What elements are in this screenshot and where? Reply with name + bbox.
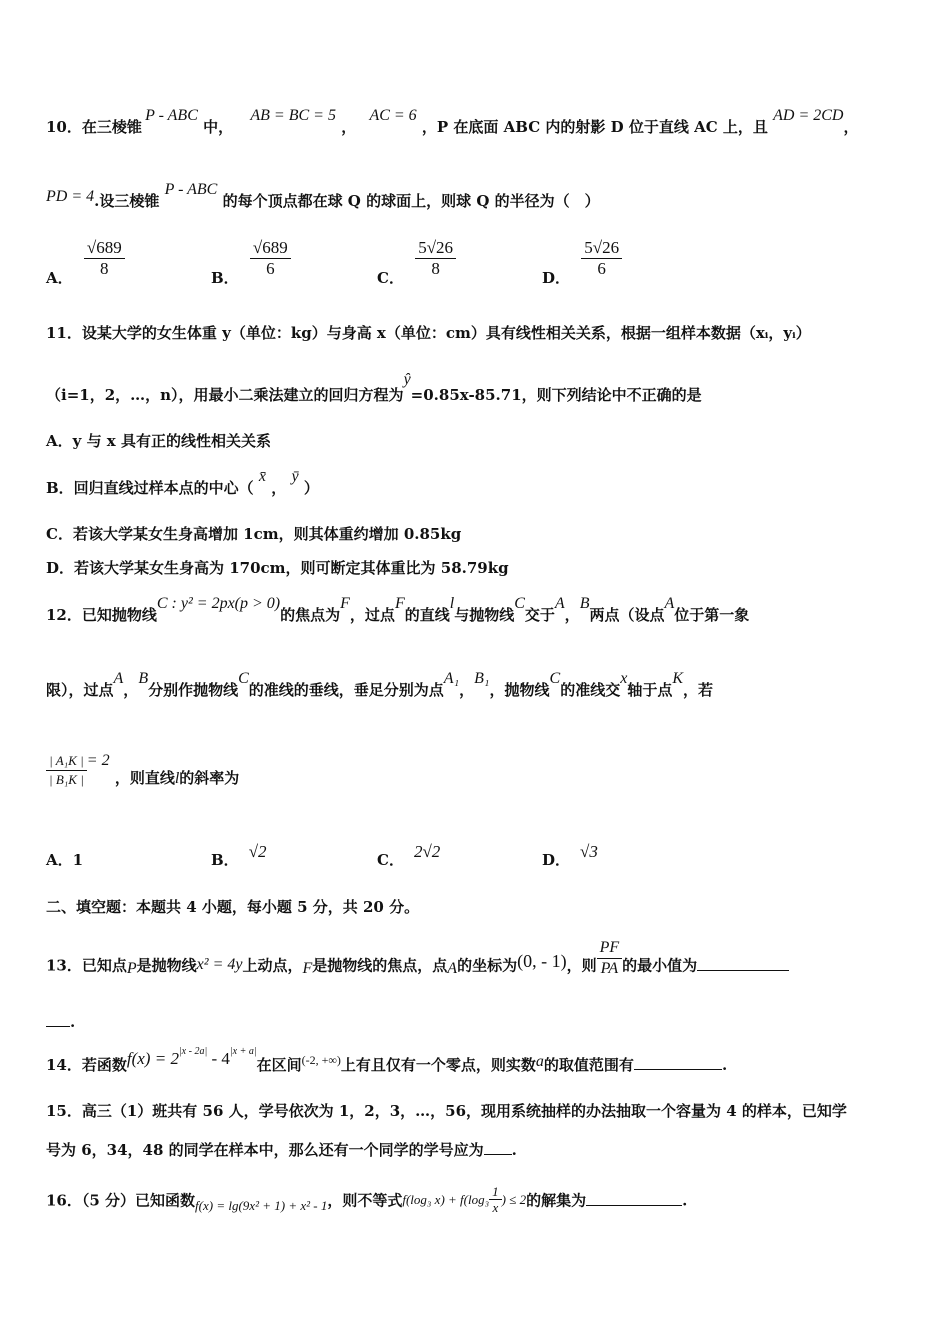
- q12-text14: 轴于点: [627, 681, 673, 699]
- q10-text1: 在三棱锥: [81, 118, 142, 136]
- q13-text7: 的最小值为: [622, 956, 698, 975]
- q10-math-ab-bc: AB = BC = 5: [250, 107, 336, 124]
- q13-P: P: [126, 959, 137, 977]
- q10-text6: .设三棱锥: [94, 192, 160, 210]
- q10-number: 10．: [46, 118, 82, 136]
- q12-text12: ，抛物线: [489, 681, 550, 699]
- q12-A2: A: [664, 595, 675, 612]
- q14-text3: 上有且仅有一个零点，则实数: [340, 1056, 536, 1074]
- q12-B: B: [579, 595, 590, 612]
- q12-option-c[interactable]: [377, 842, 441, 870]
- q12-text7: 两点（设点: [589, 606, 665, 624]
- q12-A: A: [554, 595, 565, 612]
- q12-text5: 与抛物线: [454, 606, 515, 624]
- q13-math-parabola: x² = 4y: [196, 955, 243, 973]
- q12-text3: ，过点: [349, 606, 395, 624]
- q11-option-b[interactable]: [46, 468, 319, 498]
- q12-A1: A₁: [443, 670, 460, 687]
- q14-exp2: |x + a|: [229, 1046, 257, 1057]
- q12-text11: 的准线的垂线，垂足分别为点: [248, 681, 444, 699]
- q10-math-pd: PD = 4: [46, 188, 95, 205]
- q10-option-b[interactable]: [211, 238, 291, 287]
- q14-line: [46, 1046, 728, 1075]
- q10-math-ac: AC = 6: [369, 107, 417, 124]
- q16-frac-den: x: [492, 1200, 499, 1215]
- option-label: C．: [377, 268, 404, 287]
- q14-text4: 的取值范围有: [543, 1056, 634, 1074]
- q13-text4: 是抛物线的焦点，点: [312, 956, 448, 975]
- q12-B2: B: [138, 670, 149, 687]
- q12-A3: A: [113, 670, 124, 687]
- q10-math-ad: AD = 2CD: [773, 107, 844, 124]
- q12-text2: 的焦点为: [280, 606, 341, 624]
- q16-answer-blank[interactable]: [586, 1191, 682, 1206]
- q13-answer-blank[interactable]: [697, 956, 789, 971]
- q12-sep: ，: [564, 606, 580, 624]
- q16-frac-num: 1: [489, 1184, 502, 1200]
- q14-text2: 在区间: [256, 1056, 302, 1074]
- option-numerator: √689: [84, 238, 125, 259]
- q12-C2: C: [238, 670, 249, 687]
- q10-text5: ，: [843, 118, 859, 136]
- q14-math-f: f(x) = 2: [126, 1049, 179, 1068]
- q12-option-d[interactable]: [542, 842, 598, 870]
- q10-option-a[interactable]: [46, 238, 125, 287]
- q16-text3: 的解集为: [526, 1191, 587, 1210]
- option-denominator: 6: [597, 259, 606, 278]
- q12-x: x: [620, 670, 628, 687]
- q12-math-parabola: C : y² = 2px(p > 0): [156, 595, 281, 612]
- option-denominator: 8: [100, 259, 109, 278]
- q11-xbar: x̄: [258, 468, 267, 485]
- option-numerator: √689: [250, 238, 291, 259]
- q14-text1: 14．若函数: [46, 1056, 127, 1074]
- q16-math-f: f(x) = lg(9x² + 1) + x² - 1: [195, 1197, 328, 1213]
- option-denominator: 6: [266, 259, 275, 278]
- q11-text-b: =0.85x-85.71，则下列结论中不正确的是: [410, 386, 702, 404]
- q10-option-c[interactable]: [377, 238, 456, 287]
- q15-answer-blank[interactable]: [484, 1140, 512, 1155]
- q11-option-c[interactable]: C．若该大学某女生身高增加 1cm，则其体重约增加 0.85kg: [46, 525, 462, 543]
- option-denominator: 8: [431, 259, 440, 278]
- q10-text4: ，P 在底面 ABC 内的射影 D 位于直线 AC 上，且: [421, 118, 768, 136]
- q10-text3: ，: [341, 118, 357, 136]
- q12-frac-eq: = 2: [86, 751, 110, 769]
- q16-text2: ，则不等式: [327, 1191, 403, 1210]
- q13-frac-num: PF: [597, 938, 623, 959]
- q13-text3: 上动点，: [242, 956, 303, 975]
- q11-option-d[interactable]: D．若该大学某女生身高为 170cm，则可断定其体重比为 58.79kg: [46, 559, 509, 577]
- q13-tail: .: [70, 1013, 76, 1031]
- q12-text16: ，则直线: [114, 768, 175, 787]
- q12-text6: 交于: [524, 606, 555, 624]
- q15-text: 号为 6，34，48 的同学在样本中，那么还有一个同学的学号应为: [46, 1141, 484, 1159]
- q15-line2: [46, 1139, 517, 1160]
- q12-text10: 分别作抛物线: [148, 681, 239, 699]
- q11-sep: ，: [271, 479, 287, 497]
- q12-line3: [46, 752, 239, 789]
- option-label: B．: [211, 268, 239, 287]
- q12-l2: l: [174, 769, 180, 787]
- q16-math-ineq-b: ) ≤ 2: [501, 1191, 527, 1207]
- q12-sep3: ，: [459, 681, 475, 699]
- option-value: √2: [248, 842, 267, 861]
- q13-A: A: [447, 959, 458, 977]
- q10-line1: [46, 107, 859, 137]
- q12-text9: 限），过点: [46, 681, 114, 699]
- q14-a: a: [535, 1053, 544, 1070]
- q10-question-stem: 的每个顶点都在球 Q 的球面上，则球 Q 的半径为（ ）: [222, 192, 600, 210]
- q13-line1: [46, 939, 789, 987]
- q10-option-d[interactable]: [542, 238, 622, 287]
- q11-ybar: ȳ: [291, 468, 299, 485]
- q14-interval: (-2, +∞): [301, 1053, 341, 1067]
- q14-exp1: |x - 2a|: [178, 1046, 208, 1057]
- q14-answer-blank[interactable]: [634, 1055, 722, 1070]
- option-numerator: 5√26: [415, 238, 456, 259]
- q12-frac-den: | B₁K |: [49, 772, 84, 787]
- q11-text-a: （i=1，2，…，n），用最小二乘法建立的回归方程为: [46, 386, 404, 404]
- option-value: 2√2: [413, 842, 441, 861]
- q12-l: l: [449, 595, 455, 612]
- option-label: A．: [46, 268, 73, 287]
- q15-line1: 15．高三（1）班共有 56 人，学号依次为 1，2，3，…，56，现用系统抽样的办法抽取一个容量为 4 的样本，已知学: [46, 1102, 847, 1120]
- q16-text1: 16．（5 分）已知函数: [46, 1191, 196, 1210]
- q10-math-pyramid: P - ABC: [145, 107, 198, 124]
- q13-frac-den: PA: [600, 960, 619, 977]
- q12-text13: 的准线交: [560, 681, 621, 699]
- q13-text1: 13．已知点: [46, 956, 127, 975]
- q12-option-a[interactable]: [46, 849, 83, 870]
- q14-math-minus4: - 4: [207, 1049, 230, 1068]
- q11-line1: 11．设某大学的女生体重 y（单位：kg）与身高 x（单位：cm）具有线性相关关系，根据一组样本数据（xᵢ，yᵢ）: [46, 324, 811, 342]
- option-label: D．: [542, 851, 571, 869]
- q12-text17: 的斜率为: [179, 768, 240, 787]
- q12-B1: B₁: [474, 670, 490, 687]
- q13-coord: (0, - 1): [517, 950, 567, 971]
- option-value: √3: [580, 842, 598, 861]
- q16-math-ineq-a: f(log₃ x) + f(log₃: [402, 1191, 490, 1207]
- q12-text4: 的直线: [404, 606, 450, 624]
- q10-text2: 中，: [203, 118, 234, 136]
- q11-line2: [46, 371, 702, 405]
- q14-tail: .: [721, 1056, 728, 1074]
- option-label: B．: [211, 851, 239, 869]
- q11-option-b-text: B．回归直线过样本点的中心（: [46, 479, 254, 497]
- q13-text6: ，则: [566, 956, 597, 975]
- q16-line: [46, 1186, 687, 1217]
- option-numerator: 5√26: [581, 238, 622, 259]
- q12-C3: C: [549, 670, 561, 687]
- option-label: D．: [542, 268, 571, 287]
- q16-tail: .: [682, 1191, 688, 1210]
- q11-option-a[interactable]: A．y 与 x 具有正的线性相关关系: [46, 432, 271, 450]
- q11-yhat: ŷ: [403, 371, 411, 388]
- q13-text5: 的坐标为: [457, 956, 518, 975]
- q12-text8: 位于第一象: [674, 606, 750, 624]
- option-label: C．: [377, 851, 404, 869]
- option-label: A．: [46, 851, 73, 869]
- q13-text2: 是抛物线: [136, 956, 197, 975]
- option-value: 1: [72, 851, 84, 869]
- q12-line2: [46, 670, 714, 700]
- q12-text1: 12．已知抛物线: [46, 606, 157, 624]
- q12-option-b[interactable]: [211, 842, 267, 870]
- q13-F: F: [302, 959, 313, 977]
- q12-F: F: [340, 595, 350, 612]
- q11-close: ）: [303, 479, 319, 497]
- q12-sep2: ，: [123, 681, 139, 699]
- q12-K: K: [672, 670, 683, 687]
- q12-C: C: [514, 595, 525, 612]
- q15-tail: .: [511, 1141, 517, 1159]
- section-heading: 二、填空题：本题共 4 小题，每小题 5 分，共 20 分。: [46, 898, 420, 916]
- q12-F2: F: [394, 595, 405, 612]
- q12-line1: [46, 595, 750, 625]
- q10-line2: [46, 181, 600, 211]
- q10-math-pyramid2: P - ABC: [164, 181, 218, 198]
- q13-line2: [46, 1012, 75, 1031]
- q12-frac-num: | A₁K |: [46, 752, 87, 771]
- q12-text15: ，若: [683, 681, 714, 699]
- q13-answer-blank-cont[interactable]: [46, 1012, 70, 1027]
